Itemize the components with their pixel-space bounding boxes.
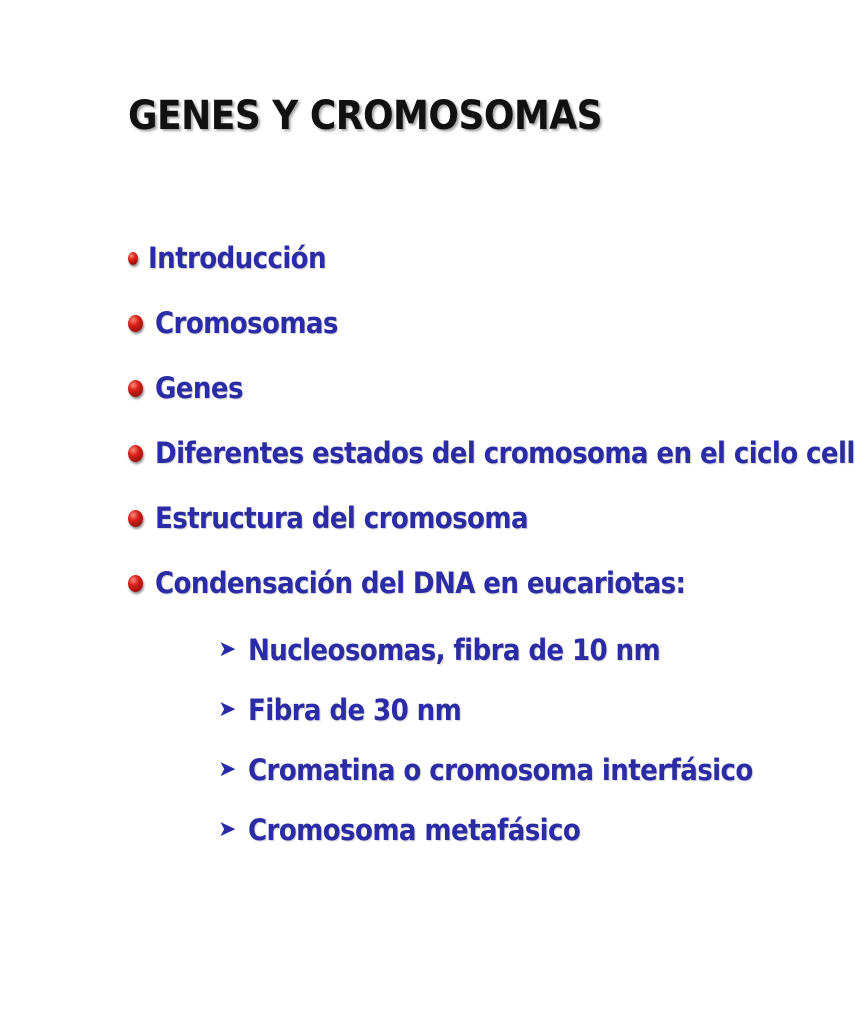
bullet-label: Genes <box>155 371 243 405</box>
red-bullet-icon <box>128 252 138 265</box>
sub-list-item <box>218 680 753 740</box>
red-bullet-icon <box>128 575 143 592</box>
list-item <box>128 226 855 291</box>
sub-bullet-label: Nucleosomas, fibra de 10 nm <box>248 632 661 667</box>
arrow-right-icon: ➤ <box>218 637 237 662</box>
sub-list-item <box>218 620 753 680</box>
list-item <box>128 486 855 551</box>
red-bullet-icon <box>128 510 143 527</box>
arrow-right-icon: ➤ <box>218 757 237 782</box>
sub-bullet-label: Cromosoma metafásico <box>248 812 581 847</box>
list-item <box>128 356 855 421</box>
sub-list-item <box>218 740 753 800</box>
list-item <box>128 291 855 356</box>
arrow-right-icon: ➤ <box>218 697 237 722</box>
red-bullet-icon <box>128 445 143 462</box>
list-item <box>128 421 855 486</box>
sub-bullet-label: Cromatina o cromosoma interfásico <box>248 752 753 787</box>
sub-list-item <box>218 800 753 860</box>
bullet-label: Introducción <box>148 241 326 275</box>
list-item <box>128 551 855 616</box>
bullet-label: Diferentes estados del cromosoma en el ciclo cell <box>155 436 855 470</box>
red-bullet-icon <box>128 315 143 332</box>
bullet-label: Estructura del cromosoma <box>155 501 528 535</box>
arrow-right-icon: ➤ <box>218 817 237 842</box>
bullet-list <box>128 226 855 616</box>
bullet-label: Cromosomas <box>155 306 338 340</box>
slide-title: GENES Y CROMOSOMAS <box>128 93 603 139</box>
sub-bullet-label: Fibra de 30 nm <box>248 692 462 727</box>
sub-bullet-list <box>218 620 753 860</box>
bullet-label: Condensación del DNA en eucariotas: <box>155 566 686 600</box>
red-bullet-icon <box>128 380 143 397</box>
